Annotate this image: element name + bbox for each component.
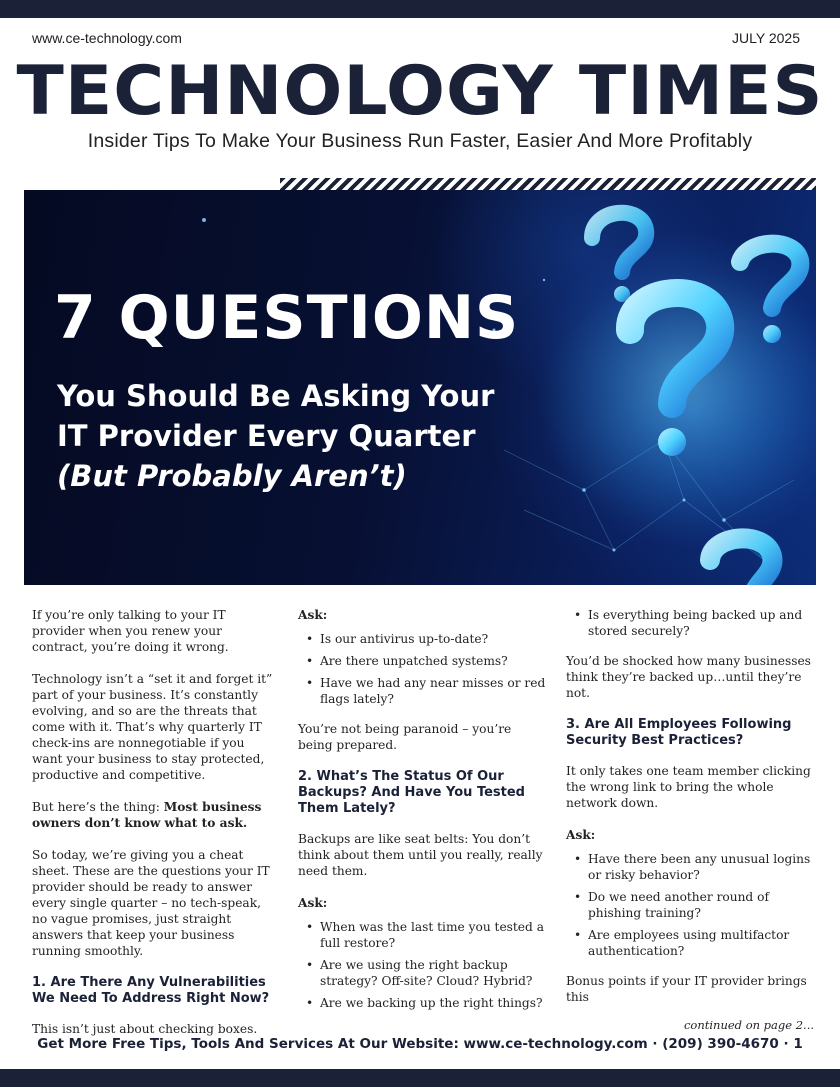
list-item: • When was the last time you tested a full restore? [298, 919, 548, 951]
hero-subheadline [57, 376, 494, 496]
paragraph: It only takes one team member clicking the wrong link to bring the whole network down. [566, 764, 811, 810]
ask-label: Ask: [298, 608, 328, 622]
issue-date: JULY 2025 [732, 30, 800, 46]
ask-label: Ask: [298, 896, 328, 910]
list-item: • Do we need another round of phishing training? [566, 889, 814, 921]
bottom-bar [0, 1069, 840, 1087]
list-item: • Are employees using multifactor authentication? [566, 927, 814, 959]
paragraph-lead: But here’s the thing: [32, 800, 164, 814]
section-heading-1: 1. Are There Any Vulnerabilities We Need To Address Right Now? [32, 975, 270, 1006]
question-list [298, 919, 548, 1011]
section-heading-3: 3. Are All Employees Following Security Best Practices? [566, 717, 792, 748]
article-column-2 [298, 607, 548, 1025]
section-heading-2: 2. What’s The Status Of Our Backups? And Have You Tested Them Lately? [298, 769, 525, 816]
paragraph: You’re not being paranoid – you’re being prepared. [298, 722, 512, 752]
question-list [566, 851, 814, 959]
continued-note: continued on page 2... [683, 1018, 814, 1032]
article-column-1 [32, 607, 277, 1053]
paragraph: Bonus points if your IT provider brings this [566, 974, 807, 1004]
paragraph: You’d be shocked how many businesses think they’re backed up…until they’re not. [566, 654, 811, 700]
paragraph [32, 799, 277, 831]
list-item: • Have we had any near misses or red flags lately? [298, 675, 548, 707]
list-item: • Are we backing up the right things? [298, 995, 548, 1011]
hero-image [24, 190, 816, 585]
site-url[interactable]: www.ce-technology.com [32, 30, 182, 46]
paragraph: Technology isn’t a “set it and forget it” part of your business. It’s constantly evolving, and so are the threats that come with it. That’s why quarterly IT check-ins are nonnegotiable if you want your business to stay protected, productive and competitive. [32, 672, 273, 782]
footer-banner: Get More Free Tips, Tools And Services At Our Website: www.ce-technology.com · (209) 390-4670 · 1 [37, 1036, 803, 1052]
hero-sub-line-3: (But Probably Aren’t) [57, 459, 407, 493]
masthead-title: TECHNOLOGY TIMES [16, 52, 824, 131]
ask-label: Ask: [566, 828, 596, 842]
paragraph: This isn’t just about checking boxes. [32, 1022, 258, 1036]
paragraph: If you’re only talking to your IT provider when you renew your contract, you’re doing it wrong. [32, 608, 229, 654]
list-item: • Are we using the right backup strategy? Off-site? Cloud? Hybrid? [298, 957, 548, 989]
article-column-3 [566, 607, 814, 1033]
hero-sub-line-1: You Should Be Asking Your [57, 379, 495, 413]
top-bar [0, 0, 840, 18]
paragraph: Backups are like seat belts: You don’t think about them until you really, really need them. [298, 832, 543, 878]
paragraph-bold: Most business owners don’t know what to ask. [32, 800, 262, 830]
list-item: • Is our antivirus up-to-date? [298, 631, 548, 647]
question-list [298, 631, 548, 707]
hero-headline: 7 QUESTIONS [54, 283, 520, 353]
list-item: • Have there been any unusual logins or risky behavior? [566, 851, 814, 883]
question-list [566, 607, 814, 639]
decorative-stripes [280, 178, 816, 190]
paragraph: So today, we’re giving you a cheat sheet. These are the questions your IT provider should be ready to answer every single quarter – no tech-speak, no vague promises, just straight answers that keep your business running smoothly. [32, 848, 270, 958]
tagline: Insider Tips To Make Your Business Run Faster, Easier And More Profitably [87, 130, 753, 152]
list-item: • Are there unpatched systems? [298, 653, 548, 669]
list-item: • Is everything being backed up and stored securely? [566, 607, 814, 639]
hero-sub-line-2: IT Provider Every Quarter [57, 419, 476, 453]
